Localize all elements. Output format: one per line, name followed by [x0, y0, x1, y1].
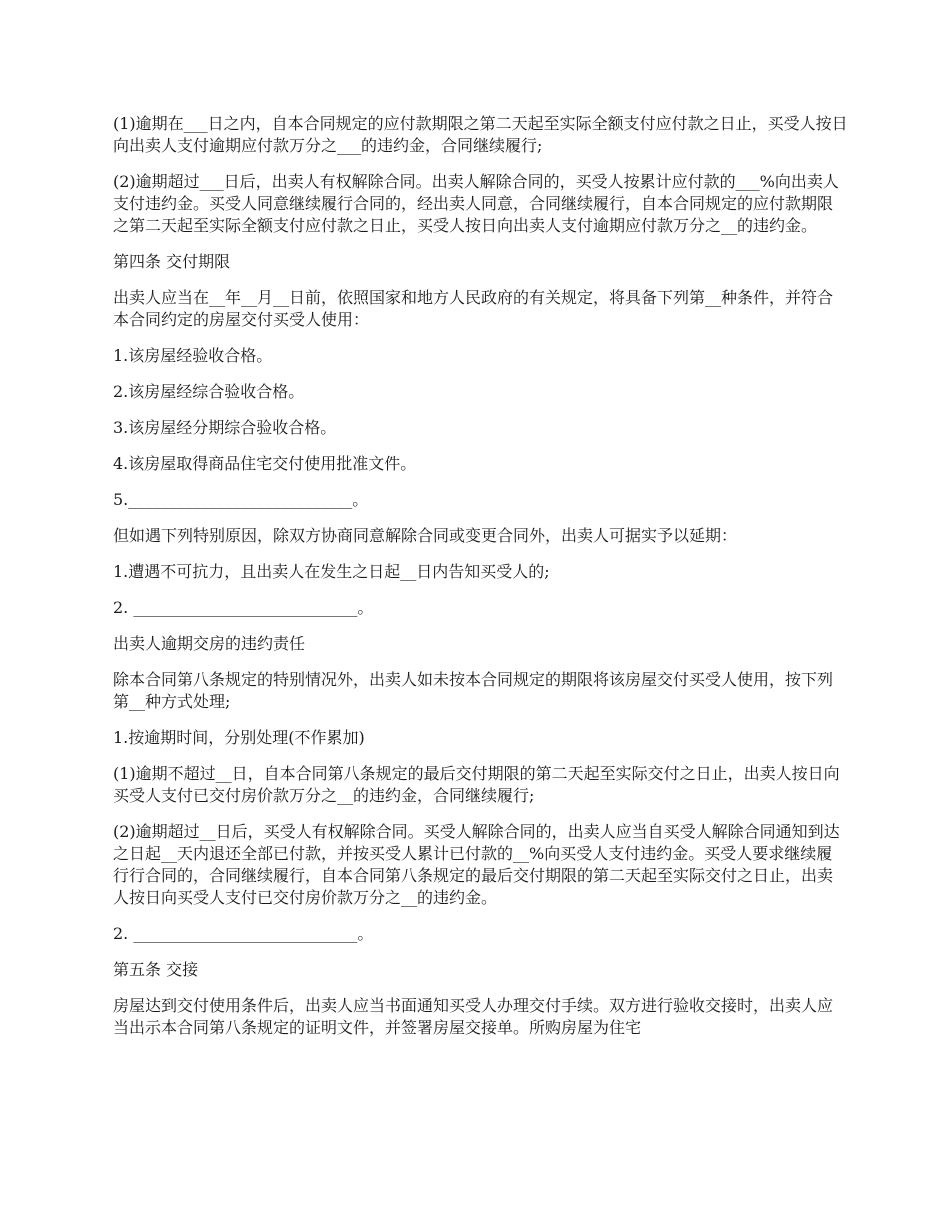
- late-delivery-heading: 出卖人逾期交房的违约责任: [113, 634, 306, 653]
- condition-item-3: 3.该房屋经分期综合验收合格。: [113, 418, 337, 437]
- late-delivery-method-1: 1.按逾期时间，分别处理(不作累加): [113, 728, 365, 747]
- late-delivery-intro: 除本合同第八条规定的特别情况外，出卖人如未按本合同规定的期限将该房屋交付买受人使用，按下列第__种方式处理;: [113, 670, 834, 711]
- delivery-deadline-paragraph: 出卖人应当在__年__月__日前，依照国家和地方人民政府的有关规定，将具备下列第__种条件，并符合本合同约定的房屋交付买受人使用：: [113, 288, 834, 329]
- article-4-heading: 第四条 交付期限: [113, 252, 231, 271]
- delay-reasons-paragraph: 但如遇下列特别原因，除双方协商同意解除合同或变更合同外，出卖人可据实予以延期：: [113, 526, 738, 545]
- late-delivery-sub-2: (2)逾期超过__日后，买受人有权解除合同。买受人解除合同的，出卖人应当自买受人解除合同通知到达之日起__天内退还全部已付款，并按买受人累计已付款的__%向买受人支付违约金。买受人要求继续履行行合同的，合同继续履行，自本合同第八条规定的最后交付期限的第二天起至实际交付之日止，出卖人按日向买受人支付已交付房价款万分之__的违约金。: [113, 822, 840, 907]
- late-delivery-method-2: 2. ____________________________。: [113, 924, 374, 943]
- delay-reason-2: 2. ____________________________。: [113, 598, 374, 617]
- condition-item-2: 2.该房屋经综合验收合格。: [113, 382, 305, 401]
- handover-paragraph: 房屋达到交付使用条件后，出卖人应当书面通知买受人办理交付手续。双方进行验收交接时，出卖人应当出示本合同第八条规定的证明文件，并签署房屋交接单。所购房屋为住宅: [113, 996, 834, 1037]
- article-5-heading: 第五条 交接: [113, 960, 199, 979]
- late-delivery-sub-1: (1)逾期不超过__日，自本合同第八条规定的最后交付期限的第二天起至实际交付之日止，出卖人按日向买受人支付已交付房价款万分之__的违约金，合同继续履行;: [113, 764, 840, 805]
- condition-item-5: 5.____________________________。: [113, 490, 369, 509]
- condition-item-1: 1.该房屋经验收合格。: [113, 346, 273, 365]
- condition-item-4: 4.该房屋取得商品住宅交付使用批准文件。: [113, 454, 417, 473]
- delay-reason-1: 1.遭遇不可抗力，且出卖人在发生之日起__日内告知买受人的;: [113, 562, 550, 581]
- clause-late-payment-2: (2)逾期超过___日后，出卖人有权解除合同。出卖人解除合同的，买受人按累计应付款的___%向出卖人支付违约金。买受人同意继续履行合同的，经出卖人同意，合同继续履行，自本合同规定的应付款期限之第二天起至实际全额支付应付款之日止，买受人按日向出卖人支付逾期应付款万分之__的违约金。: [113, 172, 839, 235]
- clause-late-payment-1: (1)逾期在___日之内，自本合同规定的应付款期限之第二天起至实际全额支付应付款之日止，买受人按日向出卖人支付逾期应付款万分之___的违约金，合同继续履行;: [113, 114, 848, 155]
- document-page: [113, 113, 848, 1053]
